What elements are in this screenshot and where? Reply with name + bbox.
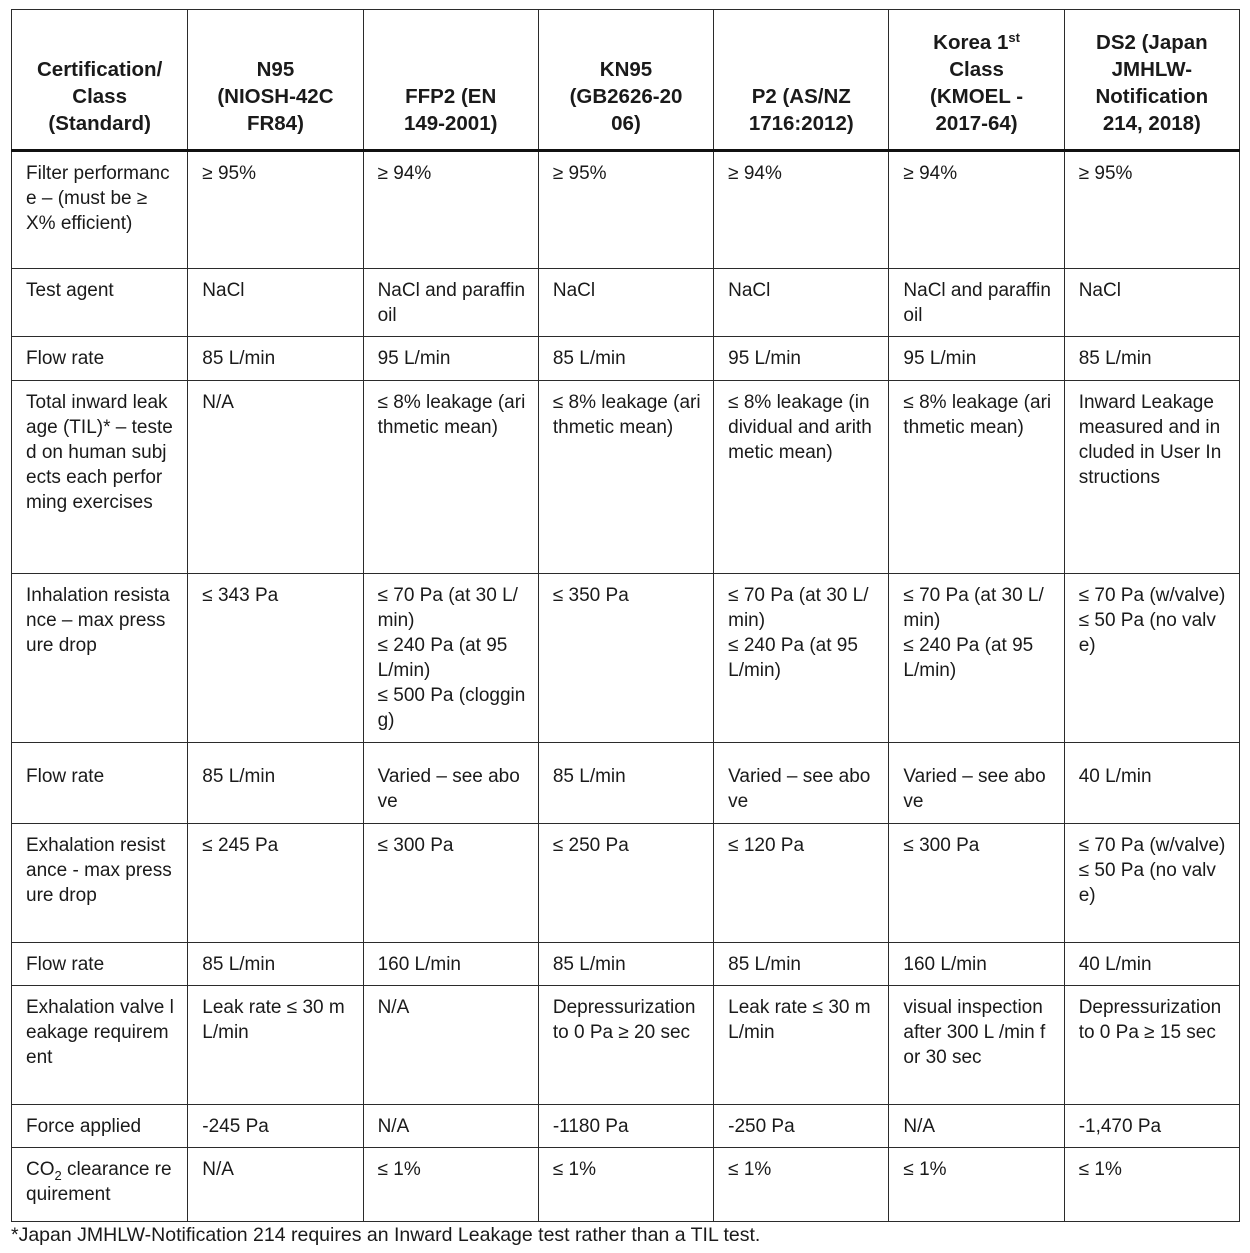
table-cell: ≤ 70 Pa (w/valve) ≤ 50 Pa (no valve) bbox=[1064, 824, 1239, 943]
table-cell: Leak rate ≤ 30 mL/min bbox=[188, 986, 363, 1105]
table-cell: ≥ 94% bbox=[363, 151, 538, 269]
row-label: Inhalation resistance – max pressure drop bbox=[12, 574, 188, 743]
table-cell: N/A bbox=[188, 381, 363, 574]
row-exhalation-resistance bbox=[12, 824, 1240, 943]
table-cell: 85 L/min bbox=[188, 337, 363, 381]
table-cell: ≤ 70 Pa (w/valve) ≤ 50 Pa (no valve) bbox=[1064, 574, 1239, 743]
table-cell: 85 L/min bbox=[538, 943, 713, 986]
table-cell: ≥ 95% bbox=[538, 151, 713, 269]
table-cell: NaCl bbox=[188, 269, 363, 337]
table-cell: -1,470 Pa bbox=[1064, 1105, 1239, 1148]
table-cell: Depressurization to 0 Pa ≥ 20 sec bbox=[538, 986, 713, 1105]
row-test-agent bbox=[12, 269, 1240, 337]
table-cell: Leak rate ≤ 30 mL/min bbox=[714, 986, 889, 1105]
table-cell: ≤ 8% leakage (arithmetic mean) bbox=[889, 381, 1064, 574]
row-label: Exhalation resistance - max pressure drop bbox=[12, 824, 188, 943]
table-cell: ≤ 300 Pa bbox=[363, 824, 538, 943]
table-cell: 95 L/min bbox=[363, 337, 538, 381]
header-certification-class: Certification/ Class (Standard) bbox=[12, 10, 188, 151]
table-cell: 95 L/min bbox=[889, 337, 1064, 381]
table-cell: NaCl and paraffin oil bbox=[889, 269, 1064, 337]
table-cell: 85 L/min bbox=[1064, 337, 1239, 381]
table-cell: visual inspection after 300 L /min for 30 sec bbox=[889, 986, 1064, 1105]
table-cell: 160 L/min bbox=[889, 943, 1064, 986]
table-cell: -245 Pa bbox=[188, 1105, 363, 1148]
table-cell: ≥ 95% bbox=[188, 151, 363, 269]
table-header bbox=[12, 10, 1240, 151]
row-label: Test agent bbox=[12, 269, 188, 337]
row-exhalation-valve-leakage bbox=[12, 986, 1240, 1105]
table-cell: 85 L/min bbox=[538, 743, 713, 824]
table-cell: Inward Leakage measured and included in User Instructions bbox=[1064, 381, 1239, 574]
respirator-standards-table bbox=[11, 9, 1240, 1222]
row-co2-clearance bbox=[12, 1148, 1240, 1222]
table-cell: NaCl and paraffin oil bbox=[363, 269, 538, 337]
table-cell: Varied – see above bbox=[889, 743, 1064, 824]
row-inhalation-resistance bbox=[12, 574, 1240, 743]
table-cell: 85 L/min bbox=[188, 743, 363, 824]
table-cell: Varied – see above bbox=[714, 743, 889, 824]
row-label: Filter performance – (must be ≥ X% efficient) bbox=[12, 151, 188, 269]
table-cell: 40 L/min bbox=[1064, 743, 1239, 824]
table-cell: ≤ 350 Pa bbox=[538, 574, 713, 743]
header-ffp2: FFP2 (EN 149-2001) bbox=[363, 10, 538, 151]
table-cell: ≥ 95% bbox=[1064, 151, 1239, 269]
table-cell: ≤ 70 Pa (at 30 L/min) ≤ 240 Pa (at 95 L/min) bbox=[714, 574, 889, 743]
table-cell: ≤ 300 Pa bbox=[889, 824, 1064, 943]
row-flow-rate-inhalation bbox=[12, 743, 1240, 824]
row-force-applied bbox=[12, 1105, 1240, 1148]
table-cell: 85 L/min bbox=[538, 337, 713, 381]
row-total-inward-leakage bbox=[12, 381, 1240, 574]
table-cell: -1180 Pa bbox=[538, 1105, 713, 1148]
table-cell: N/A bbox=[363, 986, 538, 1105]
table-cell: ≤ 8% leakage (arithmetic mean) bbox=[538, 381, 713, 574]
table-cell: ≥ 94% bbox=[714, 151, 889, 269]
row-label: $CO_2$ clearance requirement bbox=[12, 1148, 188, 1222]
table-cell: ≤ 70 Pa (at 30 L/min) ≤ 240 Pa (at 95 L/min) bbox=[889, 574, 1064, 743]
table-cell: NaCl bbox=[1064, 269, 1239, 337]
row-label: Force applied bbox=[12, 1105, 188, 1148]
table-cell: N/A bbox=[363, 1105, 538, 1148]
table-cell: ≤ 1% bbox=[1064, 1148, 1239, 1222]
table-cell: NaCl bbox=[538, 269, 713, 337]
footnote: *Japan JMHLW-Notification 214 requires an Inward Leakage test rather than a TIL test. bbox=[11, 1224, 761, 1246]
row-flow-rate-filter bbox=[12, 337, 1240, 381]
table-cell: 95 L/min bbox=[714, 337, 889, 381]
table-cell: ≤ 1% bbox=[363, 1148, 538, 1222]
table-cell: N/A bbox=[889, 1105, 1064, 1148]
row-label: Flow rate bbox=[12, 337, 188, 381]
row-flow-rate-exhalation bbox=[12, 943, 1240, 986]
table-cell: ≤ 1% bbox=[538, 1148, 713, 1222]
table-cell: -250 Pa bbox=[714, 1105, 889, 1148]
table-cell: 85 L/min bbox=[188, 943, 363, 986]
table-cell: ≤ 70 Pa (at 30 L/min) ≤ 240 Pa (at 95 L/min) ≤ 500 Pa (clogging) bbox=[363, 574, 538, 743]
row-label: Exhalation valve leakage requirement bbox=[12, 986, 188, 1105]
row-label: Flow rate bbox=[12, 943, 188, 986]
table-cell: Depressurization to 0 Pa ≥ 15 sec bbox=[1064, 986, 1239, 1105]
table-cell: N/A bbox=[188, 1148, 363, 1222]
table-cell: ≤ 8% leakage (individual and arithmetic mean) bbox=[714, 381, 889, 574]
table-cell: ≤ 245 Pa bbox=[188, 824, 363, 943]
table-cell: ≤ 250 Pa bbox=[538, 824, 713, 943]
table-cell: ≥ 94% bbox=[889, 151, 1064, 269]
header-p2: P2 (AS/NZ 1716:2012) bbox=[714, 10, 889, 151]
table-body bbox=[12, 151, 1240, 1222]
row-label: Flow rate bbox=[12, 743, 188, 824]
table-cell: 160 L/min bbox=[363, 943, 538, 986]
table-cell: ≤ 1% bbox=[889, 1148, 1064, 1222]
table-cell: ≤ 120 Pa bbox=[714, 824, 889, 943]
table-cell: 40 L/min bbox=[1064, 943, 1239, 986]
table-cell: ≤ 1% bbox=[714, 1148, 889, 1222]
table-cell: 85 L/min bbox=[714, 943, 889, 986]
header-kn95: KN95 (GB2626-20 06) bbox=[538, 10, 713, 151]
row-filter-performance bbox=[12, 151, 1240, 269]
header-korea-1st-class: Korea 1st Class (KMOEL - 2017-64) bbox=[889, 10, 1064, 151]
table-cell: Varied – see above bbox=[363, 743, 538, 824]
table-cell: ≤ 8% leakage (arithmetic mean) bbox=[363, 381, 538, 574]
table-cell: NaCl bbox=[714, 269, 889, 337]
header-ds2-japan: DS2 (Japan JMHLW- Notification 214, 2018) bbox=[1064, 10, 1239, 151]
row-label: Total inward leakage (TIL)* – tested on human subjects each performing exercises bbox=[12, 381, 188, 574]
table-cell: ≤ 343 Pa bbox=[188, 574, 363, 743]
header-n95: N95 (NIOSH-42C FR84) bbox=[188, 10, 363, 151]
